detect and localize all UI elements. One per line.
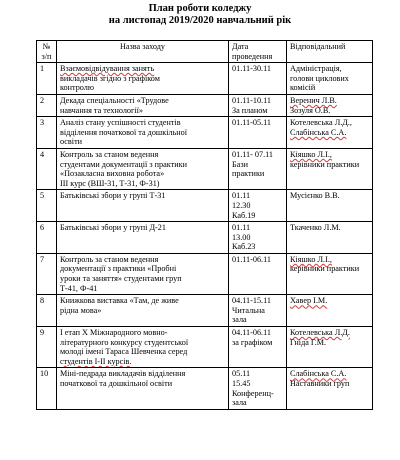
event-name-cell: [57, 327, 229, 368]
responsible-line: керівники практики: [290, 264, 360, 274]
row-number: 7: [37, 253, 57, 294]
event-name-line: рідна мова»: [60, 305, 102, 315]
responsible-cell: [287, 368, 373, 409]
event-name-line: Батьківські збори у групі Т-31: [60, 191, 166, 201]
responsible-cell: [287, 117, 373, 149]
header-event-name: Назва заходу: [57, 41, 229, 63]
date-cell: [229, 190, 287, 222]
table-header-row: [37, 41, 373, 63]
event-name-line: студентів І-ІІ курсів.: [60, 356, 132, 366]
date-line: Каб.23: [232, 242, 256, 252]
responsible-line: Ткаченко Л.М.: [290, 223, 341, 233]
plan-table: [36, 40, 373, 410]
event-name-line: літературного конкурсу студентської: [60, 337, 189, 347]
table-row: [37, 295, 373, 327]
date-line: зала: [232, 398, 247, 408]
responsible-line: голови циклових: [290, 73, 349, 83]
row-number: 5: [37, 190, 57, 222]
event-name-line: молоді імені Тараса Шевченка серед: [60, 347, 188, 357]
event-name-cell: [57, 295, 229, 327]
date-line: 12.30: [232, 200, 251, 210]
event-name-line: І етап Х Міжнародного мовно-: [60, 328, 168, 338]
date-line: 15.45: [232, 379, 251, 388]
date-line: 01.11-06.11: [232, 254, 271, 264]
date-cell: [229, 94, 287, 116]
event-name-line: Книжкова виставка «Там, де живе: [60, 296, 179, 306]
table-row: [37, 368, 373, 409]
date-cell: [229, 253, 287, 294]
event-name-line: Батьківські збори у групі Д-21: [60, 223, 166, 233]
event-name-line: документації з практики «Пробні: [60, 264, 177, 274]
table-row: [37, 190, 373, 222]
date-line: 13.00: [232, 232, 251, 242]
event-name-cell: [57, 253, 229, 294]
event-name-line: навчання та технології»: [60, 105, 144, 115]
date-line: 01.11-05.11: [232, 118, 271, 128]
date-line: Бази: [232, 159, 248, 169]
date-cell: [229, 327, 287, 368]
date-cell: [229, 148, 287, 189]
responsible-cell: [287, 94, 373, 116]
table-row: [37, 117, 373, 149]
date-cell: [229, 368, 287, 409]
responsible-line: Кіяшко Л.І.,: [290, 254, 332, 264]
date-line: 01.11: [232, 191, 251, 201]
event-name-line: контролю: [60, 83, 94, 93]
event-name-line: Контроль за станом ведення: [60, 149, 159, 159]
event-name-line: відділення початкової та дошкільної: [60, 127, 188, 137]
event-name-cell: [57, 63, 229, 95]
row-number: 3: [37, 117, 57, 149]
date-line: практики: [232, 169, 265, 179]
row-number: 9: [37, 327, 57, 368]
responsible-line: Хавер І.М.: [290, 296, 328, 306]
responsible-cell: [287, 148, 373, 189]
row-number: 8: [37, 295, 57, 327]
responsible-line: Слабінська С.А.: [290, 127, 347, 137]
responsible-cell: [287, 327, 373, 368]
table-body: [37, 63, 373, 410]
table-row: [37, 253, 373, 294]
date-line: 01.11: [232, 223, 251, 233]
table-row: [37, 222, 373, 254]
responsible-line: Веренич Л.В.: [290, 95, 337, 105]
event-name-cell: [57, 222, 229, 254]
header-number: № з/п: [37, 41, 57, 63]
table-row: [37, 94, 373, 116]
event-name-line: Контроль за станом ведення: [60, 254, 159, 264]
event-name-cell: [57, 94, 229, 116]
date-line: 01.11- 07.11: [232, 149, 274, 159]
event-name-line: Взаємовідвідування занять: [60, 64, 155, 74]
header-responsible: Відповідальний: [287, 41, 373, 63]
date-cell: [229, 295, 287, 327]
event-name-line: Декада спеціальності «Трудове: [60, 95, 169, 105]
date-line: зала: [232, 315, 247, 325]
event-name-line: викладачів згідно з графіком: [60, 73, 160, 83]
table-row: [37, 327, 373, 368]
date-line: Каб.19: [232, 210, 256, 220]
responsible-line: Адміністрація,: [290, 64, 342, 74]
event-name-cell: [57, 190, 229, 222]
responsible-line: Зозуля О.В.: [290, 105, 331, 115]
date-line: 01.11-10.11: [232, 95, 271, 105]
date-line: 05.11: [232, 369, 251, 379]
responsible-cell: [287, 190, 373, 222]
table-row: [37, 148, 373, 189]
responsible-line: комісій: [290, 83, 316, 93]
date-cell: [229, 63, 287, 95]
event-name-cell: [57, 368, 229, 409]
table-row: [37, 63, 373, 95]
date-line: За планом: [232, 105, 268, 115]
date-line: 01.11-30.11: [232, 64, 271, 74]
document-title: План роботи коледжу: [148, 3, 252, 14]
row-number: 2: [37, 94, 57, 116]
responsible-line: Котелевська Л.Д.: [290, 328, 350, 338]
responsible-cell: [287, 253, 373, 294]
header-date: Дата проведення: [229, 41, 287, 63]
responsible-cell: [287, 295, 373, 327]
event-name-line: «Позакласна виховна робота»: [60, 169, 165, 179]
event-name-line: початкової та дошкільної освіти: [60, 379, 173, 388]
event-name-line: освіти: [60, 137, 83, 147]
responsible-line: Котелевська Л.Д.,: [290, 118, 352, 128]
event-name-line: Аналіз стану успішності студентів: [60, 118, 181, 128]
event-name-line: ІІІ курс (ВШ-31, Т-31, Ф-31): [60, 178, 160, 188]
event-name-line: Міні-педрада викладачів відділення: [60, 369, 186, 379]
date-line: Конференц-: [232, 388, 274, 398]
row-number: 1: [37, 63, 57, 95]
responsible-line: Слабінська С.А.: [290, 369, 347, 379]
date-cell: [229, 222, 287, 254]
responsible-line: Мусієнко В.В.: [290, 191, 340, 201]
responsible-line: Гніда Г.М.: [290, 337, 327, 347]
document-subtitle: на листопад 2019/2020 навчальний рік: [108, 15, 292, 26]
event-name-line: Т-41, Ф-41: [60, 283, 98, 293]
event-name-line: студентами документації з практики: [60, 159, 187, 169]
row-number: 6: [37, 222, 57, 254]
responsible-line: Наставники груп: [290, 379, 350, 388]
row-number: 4: [37, 148, 57, 189]
date-line: 04.11-06.11: [232, 328, 271, 338]
event-name-cell: [57, 148, 229, 189]
responsible-line: керівники практики: [290, 159, 360, 169]
row-number: 10: [37, 368, 57, 409]
date-cell: [229, 117, 287, 149]
responsible-line: Кіяшко Л.І.,: [290, 149, 332, 159]
event-name-line: уроки та заняття» студентами груп: [60, 274, 182, 284]
date-line: за графіком: [232, 337, 273, 347]
event-name-cell: [57, 117, 229, 149]
date-line: Читальна: [232, 305, 265, 315]
date-line: 04.11-15.11: [232, 296, 271, 306]
responsible-cell: [287, 222, 373, 254]
responsible-cell: [287, 63, 373, 95]
